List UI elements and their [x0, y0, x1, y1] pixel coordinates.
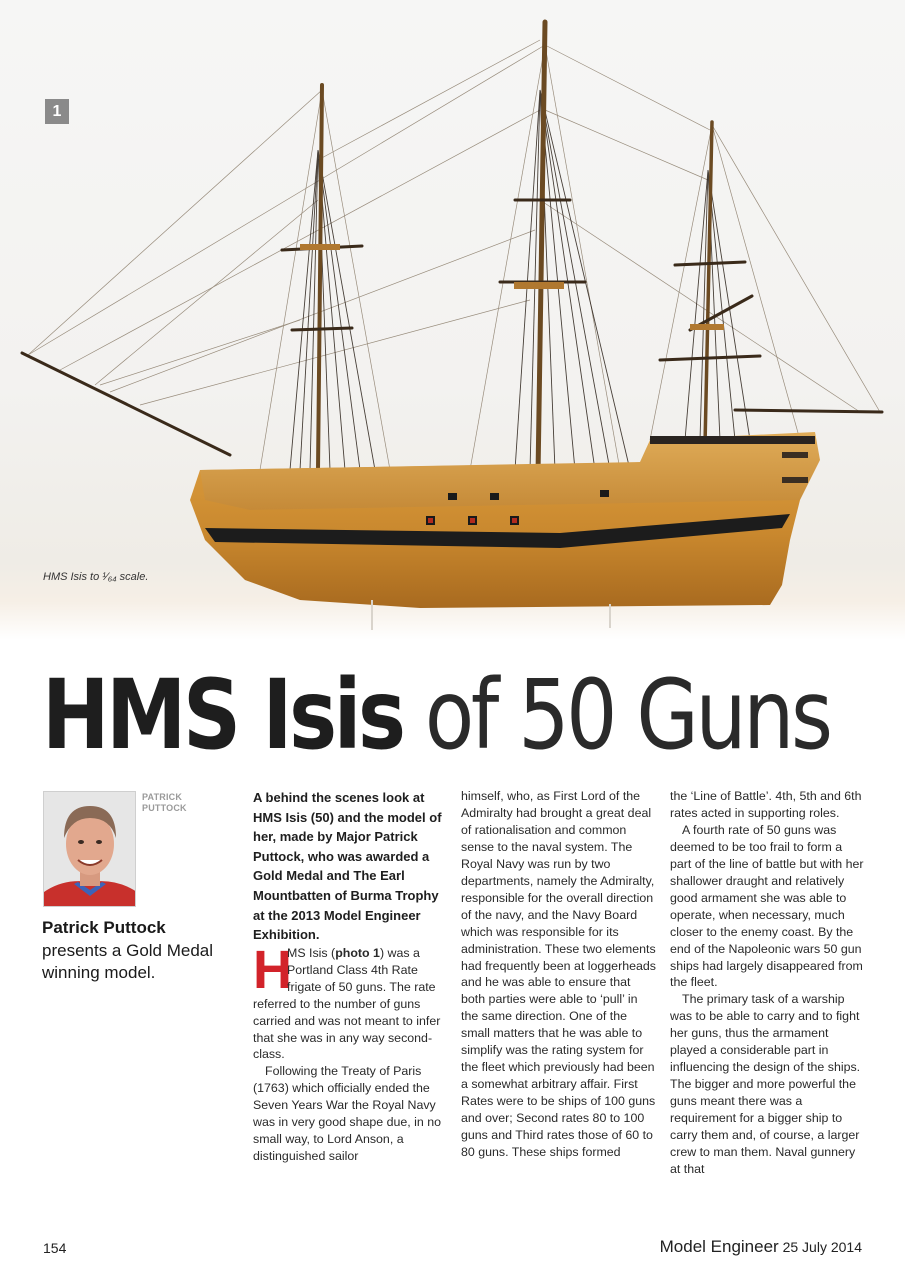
photo-number-badge: 1 [45, 99, 69, 124]
author-portrait-illustration [44, 792, 136, 907]
title-light-part: of 50 Guns [402, 659, 830, 771]
author-tag-last: PUTTOCK [142, 803, 187, 813]
photo-caption: HMS Isis to ¹⁄₆₄ scale. [43, 571, 149, 583]
footer-publication [660, 1237, 862, 1257]
paragraph: The primary task of a warship was to be able to carry and to fight her guns, thus the armament played a considerable part in influencing the design of the ships. The bigger and more powerful the guns meant there was a requirement for a bigger ship to carry them and, of course, a larger crew to man them. Naval gunnery at that [670, 992, 861, 1176]
article-column-2 [461, 788, 657, 1161]
page-number: 154 [43, 1240, 67, 1256]
standfirst: A behind the scenes look at HMS Isis (50) and the model of her, made by Major Patrick Puttock, who was awarded a Gold Medal and The Earl Mountbatten of Burma Trophy at the 2013 Model Engineer Exhibition. [253, 790, 442, 943]
page-title [42, 659, 830, 771]
intro-text-a: MS Isis ( [287, 945, 336, 960]
paragraph: the ‘Line of Battle’. 4th, 5th and 6th rates acted in supporting roles. [670, 789, 862, 820]
author-tag-first: PATRICK [142, 792, 183, 802]
author-description: presents a Gold Medal winning model. [42, 941, 214, 982]
author-name: Patrick Puttock [42, 918, 166, 937]
magazine-name: Model Engineer [659, 1237, 779, 1256]
paragraph: A fourth rate of 50 guns was deemed to be too frail to form a part of the line of battle but with her shallower draught and relatively good armament she was able to operate, when necessary, much closer to the enemy coast. By the end of the Napoleonic wars 50 gun ships had largely disappeared from the fleet. [670, 822, 864, 990]
paragraph-intro [253, 939, 449, 1064]
author-tag [142, 792, 187, 814]
photo-reference: photo 1 [335, 945, 380, 960]
intro-text-b: ) was a Portland Class 4th Rate frigate of 50 guns. The rate referred to the number of guns carried and was not meant to infer that she was in any way second-class. [253, 945, 441, 1062]
issue-date: 25 July 2014 [778, 1239, 862, 1255]
drop-cap: H [253, 939, 292, 1000]
article-column-1 [253, 788, 449, 1165]
author-portrait [43, 791, 136, 907]
title-bold-part: HMS Isis [42, 659, 403, 771]
paragraph: Following the Treaty of Paris (1763) which officially ended the Seven Years War the Royal Navy was in very good shape due, in no small way, to Lord Anson, a distinguished sailor [253, 1064, 442, 1164]
article-column-3 [670, 788, 866, 1178]
paragraph: himself, who, as First Lord of the Admiralty had brought a great deal of rationalisation and common sense to the naval system. The Royal Navy was run by two departments, namely the Admiralty, responsible for the overall direction of the navy, and the Navy Board which was responsible for its administration. These two elements had frequently been at loggerheads and he was able to ensure that both parties were able to ‘pull’ in the same direction. One of the small matters that he was able to simplify was the rating system for the fleet which previously had been a somewhat arbitrary affair. First Rates were to be ships of 100 guns and over; Second rates 80 to 100 guns and Third rates those of 60 to 80 guns. These ships formed [461, 789, 656, 1160]
